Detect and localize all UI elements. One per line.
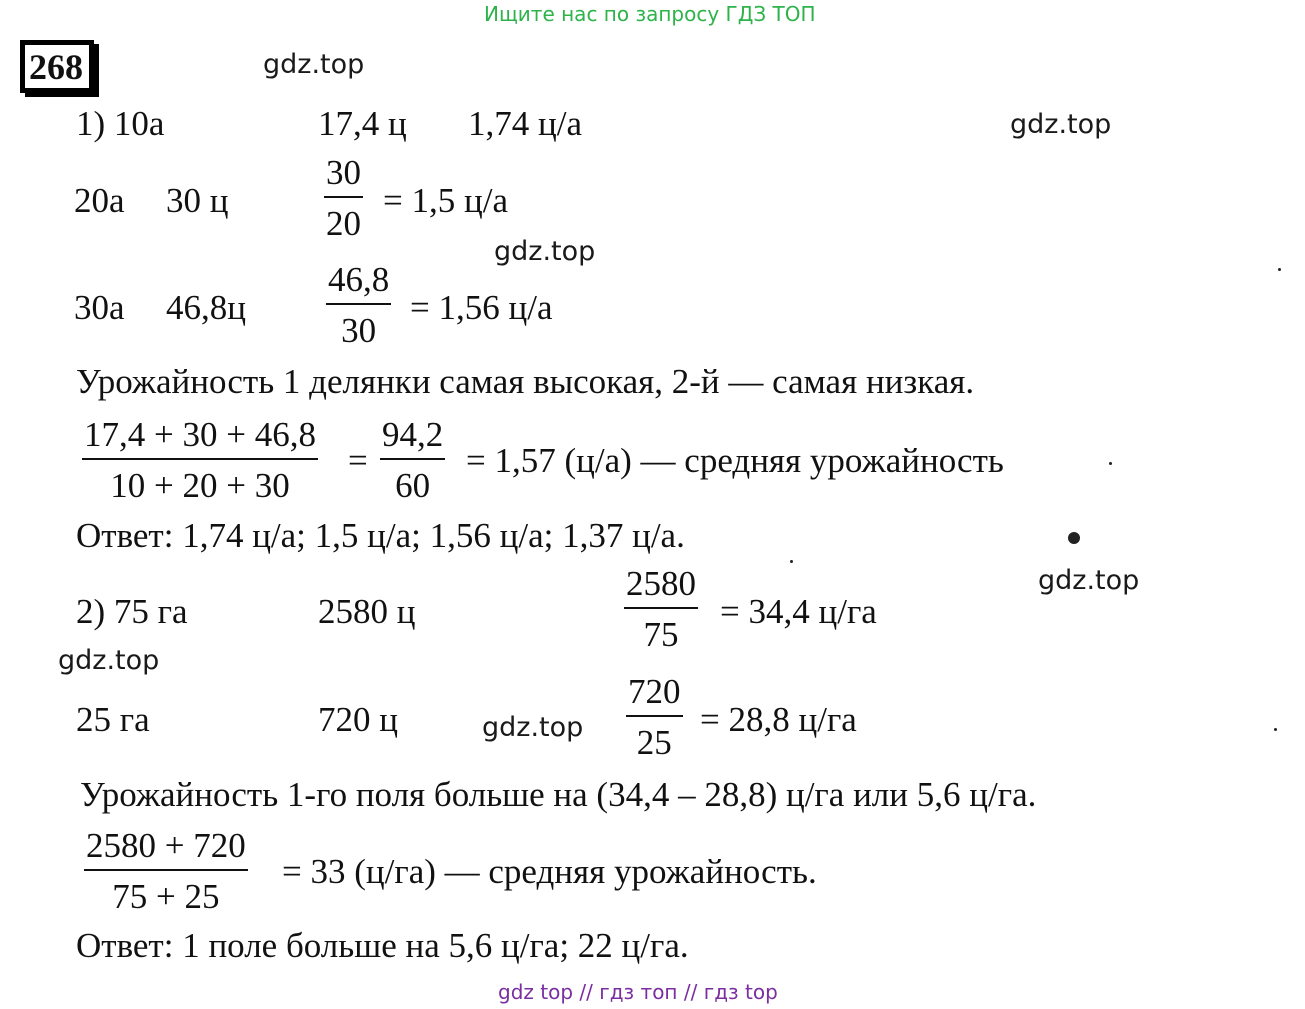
fraction-numerator: 720: [628, 672, 681, 711]
fraction-denominator: 20: [326, 204, 361, 243]
p2-row2-fraction: [626, 674, 683, 760]
p1-row2-area: 20a: [74, 181, 125, 220]
fraction-denominator: 25: [636, 723, 672, 762]
watermark: gdz.top: [58, 645, 160, 676]
p1-answer: Ответ: 1,74 ц/а; 1,5 ц/а; 1,56 ц/а; 1,37 ц/а.: [76, 516, 685, 555]
watermark: gdz.top: [482, 712, 584, 743]
watermark: gdz.top: [263, 49, 365, 80]
p1-avg-equals: =: [348, 441, 368, 480]
p1-row2-result: = 1,5 ц/а: [383, 181, 508, 220]
p2-answer: Ответ: 1 поле больше на 5,6 ц/га; 22 ц/га.: [76, 926, 689, 965]
scan-speck: [1068, 532, 1080, 544]
watermark: gdz.top: [494, 236, 596, 267]
p2-statement: Урожайность 1-го поля больше на (34,4 – 28,8) ц/га или 5,6 ц/га.: [80, 775, 1037, 814]
p1-row1-result: 1,74 ц/а: [468, 104, 582, 143]
p1-row2-yield: 30 ц: [166, 181, 229, 220]
p1-row3-fraction: [326, 262, 391, 348]
p1-avg-fraction-2: [380, 417, 445, 503]
top-banner[interactable]: Ищите нас по запросу ГДЗ ТОП: [484, 2, 816, 26]
p1-row3-yield: 46,8ц: [166, 288, 246, 327]
p1-row1-area: 1) 10a: [76, 104, 165, 143]
fraction-numerator: 30: [326, 153, 361, 192]
p2-row1-fraction: [624, 566, 698, 652]
fraction-denominator: 30: [341, 311, 377, 350]
watermark: gdz.top: [1010, 109, 1112, 140]
p2-avg-fraction: [84, 828, 248, 914]
fraction-denominator: 75 + 25: [112, 877, 220, 916]
p1-statement: Урожайность 1 делянки самая высокая, 2-й — самая низкая.: [76, 362, 975, 401]
p2-row2-area: 25 га: [76, 700, 150, 739]
scan-speck: [790, 560, 793, 563]
p1-row3-area: 30a: [74, 288, 125, 327]
p2-row2-result: = 28,8 ц/га: [700, 700, 857, 739]
fraction-numerator: 17,4 + 30 + 46,8: [84, 415, 316, 454]
p1-avg-fraction-1: [82, 417, 318, 503]
fraction-denominator: 60: [395, 466, 431, 505]
problem-number-badge: 268: [20, 40, 94, 93]
watermark: gdz.top: [1038, 565, 1140, 596]
p2-row1-area: 2) 75 га: [76, 592, 188, 631]
footer-links[interactable]: gdz top // гдз топ // гдз top: [498, 980, 778, 1004]
p2-row1-yield: 2580 ц: [318, 592, 416, 631]
fraction-denominator: 10 + 20 + 30: [110, 466, 290, 505]
p2-avg-tail: = 33 (ц/га) — средняя урожайность.: [282, 852, 817, 891]
p2-row2-yield: 720 ц: [318, 700, 398, 739]
p1-row2-fraction: [324, 155, 363, 241]
p1-avg-tail: = 1,57 (ц/а) — средняя урожайность: [466, 441, 1004, 480]
p1-row3-result: = 1,56 ц/а: [410, 288, 553, 327]
scan-speck: [1274, 728, 1277, 731]
fraction-numerator: 94,2: [382, 415, 444, 454]
fraction-numerator: 46,8: [328, 260, 390, 299]
scan-speck: [1278, 268, 1281, 271]
fraction-numerator: 2580 + 720: [86, 826, 246, 865]
fraction-numerator: 2580: [626, 564, 696, 603]
p1-row1-yield: 17,4 ц: [318, 104, 407, 143]
p2-row1-result: = 34,4 ц/га: [720, 592, 877, 631]
scan-speck: [1109, 462, 1112, 465]
fraction-denominator: 75: [643, 615, 679, 654]
